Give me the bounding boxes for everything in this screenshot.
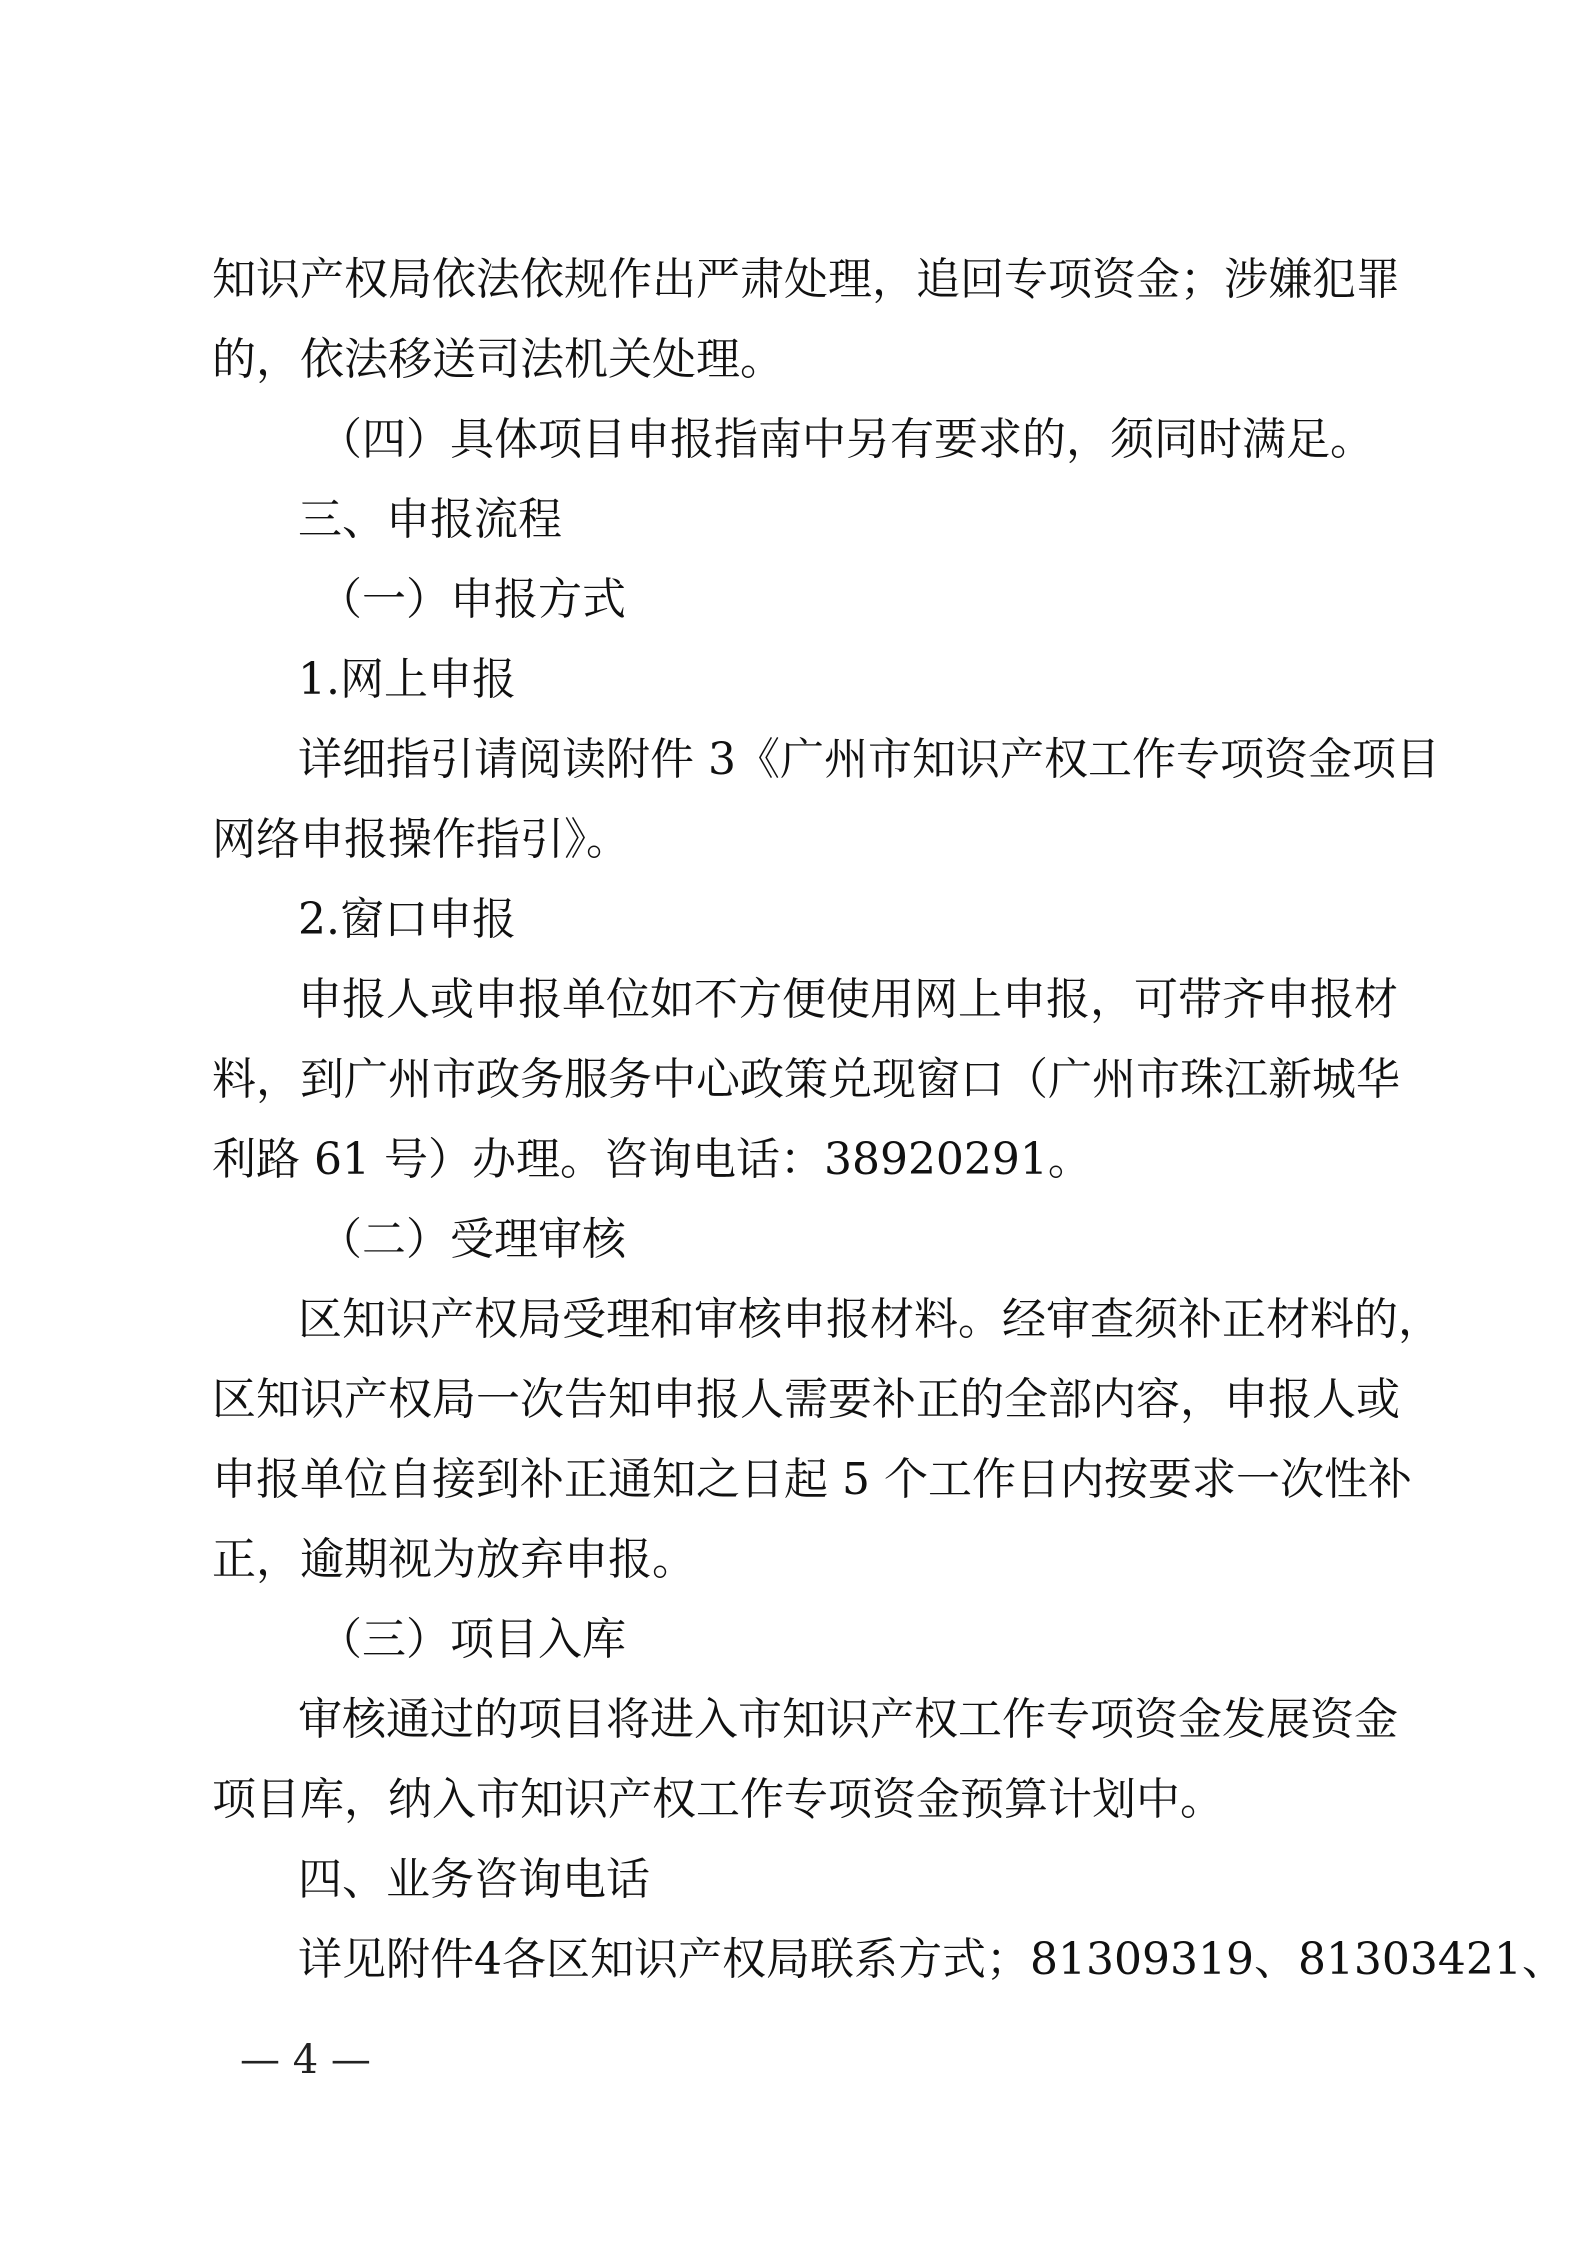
- paragraph-line: 知识产权局依法依规作出严肃处理，追回专项资金；涉嫌犯罪: [212, 254, 1400, 305]
- subsection-heading: （二）受理审核: [318, 1214, 626, 1265]
- paragraph-line: 网络申报操作指引》。: [212, 814, 630, 865]
- paragraph-line: 详细指引请阅读附件 3《广州市知识产权工作专项资金项目: [298, 734, 1440, 785]
- paragraph-line: 区知识产权局一次告知申报人需要补正的全部内容，申报人或: [212, 1374, 1400, 1425]
- paragraph-line: 区知识产权局受理和审核申报材料。经审查须补正材料的，: [298, 1294, 1442, 1345]
- paragraph-line: 申报人或申报单位如不方便使用网上申报，可带齐申报材: [298, 974, 1398, 1025]
- paragraph-line: 料，到广州市政务服务中心政策兑现窗口（广州市珠江新城华: [212, 1054, 1400, 1105]
- section-heading: 四、业务咨询电话: [298, 1854, 650, 1905]
- subsection-heading: （四）具体项目申报指南中另有要求的，须同时满足。: [318, 414, 1374, 465]
- subsection-heading: （三）项目入库: [318, 1614, 626, 1665]
- page-number: — 4 —: [240, 2037, 371, 2083]
- paragraph-line: 项目库，纳入市知识产权工作专项资金预算计划中。: [212, 1774, 1224, 1825]
- subsection-heading: （一）申报方式: [318, 574, 626, 625]
- paragraph-line: 正，逾期视为放弃申报。: [212, 1534, 696, 1585]
- item-heading: 2.窗口申报: [298, 894, 516, 945]
- paragraph-line: 的，依法移送司法机关处理。: [212, 334, 784, 385]
- paragraph-line: 申报单位自接到补正通知之日起 5 个工作日内按要求一次性补: [212, 1454, 1412, 1505]
- paragraph-line: 利路 61 号）办理。咨询电话：38920291。: [212, 1134, 1092, 1185]
- paragraph-line: 审核通过的项目将进入市知识产权工作专项资金发展资金: [298, 1694, 1398, 1745]
- section-heading: 三、申报流程: [298, 494, 562, 545]
- item-heading: 1.网上申报: [298, 654, 516, 705]
- paragraph-line: 详见附件4各区知识产权局联系方式；81309319、81303421、: [298, 1934, 1566, 1985]
